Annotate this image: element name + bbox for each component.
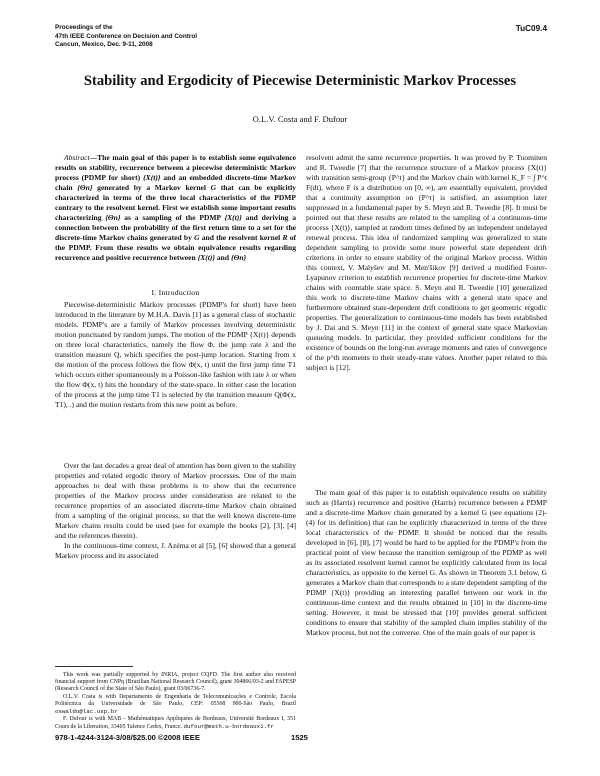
paper-title: Stability and Ergodicity of Piecewise Deterministic Markov Processes <box>83 73 517 89</box>
abstract-part: and an embedded discrete-time Markov chain <box>55 173 296 193</box>
footer-page-number: 1525 <box>291 733 308 742</box>
footnote-funding: This work was partially supported by INRIA, project CQFD. The first author also received financial support from CNPq (Brazilian National Research Council), grant 304866/03-2 and FAPESP (Research Council of the State of São Paulo), grant 03/06736-7. <box>55 672 296 693</box>
math-inline: {Θn} <box>230 253 247 263</box>
abstract-part: and the resolvent kernel <box>199 233 283 243</box>
abstract-part: generated by a Markov kernel <box>92 183 211 193</box>
footnote-author-1-text: O.L.V. Costa is with Departamento de Engenharia de Telecomunicações e Controle, Escola Politécnica da Universidade de São Paulo, CEP: 05508 900-São Paulo, Brazil <box>55 693 296 707</box>
author-1-email-link[interactable]: oswaldo@lac.usp.br <box>55 708 118 716</box>
header-line-1: Proceedings of the <box>55 24 113 31</box>
body-paragraph: Over the last decades a great deal of attention has been given to the stability properties and related ergodic theory of Markov processes. One of the main approaches to deal with these problems is to show that the recurrence properties of the Markov process under consideration are related to the recurrence properties of an associated discrete-time Markov chain obtained from a sampling of the original process, so that the well known discrete-time Markov chains results could be used (see for example the books [2], [3], [4] and the references therein). <box>55 461 296 541</box>
abstract-part: and <box>215 253 231 263</box>
body-paragraph: resolvent admit the same recurrence properties. It was proved by P. Tuominen and R. Tweedie [7] that the recurrence structure of a Markov process {X(t)} with transition semi-group {P^t} and the Markov chain with kernel K_F = ∫ P^t F(dt), where F is a distribution on [0, ∞), are essentially equivalent, provided that a continuity assumption on {P^t} is satisfied, an assumption later suppressed in a fundamental paper by S. Meyn and R. Tweedie [8]. It must be pointed out that these results are related to the sampling of a continuous-time process {X(t)}, sampled at random times defined by an independent undelayed renewal process. This idea of randomized sampling was generalized to state dependent sampling to provide some more powerful state dependent drift criterions in order to ensure stability of the original Markov process. Within this context, V. Malyšev and M. Men'šikov [9] derived a modified Foster-Lyapunov criterion to establish recurrence properties for discrete-time Markov chains with countable state space. S. Meyn and R. Tweedie [10] generalized this work to discrete-time Markov chains with a general state space and furthermore obtained state-dependent drift conditions to get geometric ergodic properties. The generalization to continuous-time models has been established by J. Dai and S. Meyn [11] in the context of general state space Markovian queueing models. In particular, they provided sufficient conditions for the existence of bounds on the long-run average moments and rates of convergence of the p^th moments to their steady-state values. Another paper related to this subject is [12]. <box>306 153 547 373</box>
paper-authors: O.L.V. Costa and F. Dufour <box>252 114 348 124</box>
footnote-author-2 <box>55 716 296 731</box>
math-inline: R <box>282 233 288 243</box>
math-inline: {Θn} <box>77 183 93 193</box>
abstract-part: as a sampling of the PDMP <box>120 213 225 223</box>
math-inline: {X(t)} <box>224 213 242 223</box>
proceedings-header <box>55 24 197 50</box>
footnotes <box>55 672 296 732</box>
body-paragraph: Piecewise-deterministic Markov processes (PDMP's for short) have been introduced in the literature by M.H.A. Davis [1] as a general class of stochastic models. PDMP's are a family of Markov processes involving deterministic motion punctuated by random jumps. The motion of the PDMP {X(t)} depends on three local characteristics, namely the flow Φ, the jump rate λ and the transition measure Q, which specifies the post-jump location. Starting from x the motion of the process follows the flow Φ(x, t) until the first jump time T1 which occurs either spontaneously in a Poisson-like fashion with rate λ or when the flow Φ(x, t) hits the boundary of the state-space. In either case the location of the process at the jump time T1 is selected by the transition measure Q(Φ(x, T1), .) and the motion restarts from this new point as before. <box>55 300 296 410</box>
session-code: TuC09.4 <box>515 24 547 33</box>
footnote-author-1 <box>55 694 296 717</box>
math-inline: {X(t)} <box>197 253 216 263</box>
body-paragraph: In the continuous-time context, J. Azéma et al [5], [6] showed that a general Markov process and its associated <box>55 541 296 561</box>
abstract-part: of the PDMP. From these results we obtain equivalence results regarding recurrence and positive recurrence between <box>55 233 296 263</box>
math-inline: {Θn} <box>105 213 121 223</box>
abstract-dash: — <box>89 153 98 162</box>
abstract-part: The main goal of this paper is to establish some equivalence results on stability, recurrence between a piecewise deterministic Markov process (PDMP for short) <box>55 153 296 183</box>
abstract-part: and deriving a connection between the probability of the first return time to a set for the discrete-time Markov chains generated by <box>55 213 296 243</box>
author-2-email-link[interactable]: dufour@math.u-bordeaux1.fr <box>183 723 274 731</box>
abstract-part: that can be explicitly characterized in terms of the three local characteristics of the PDMP contrary to the resolvent kernel. First we establish some important results characterizing <box>55 183 296 223</box>
header-line-2: 47th IEEE Conference on Decision and Control <box>55 32 198 40</box>
footnote-rule <box>55 666 133 667</box>
right-column-paragraph-2 <box>306 488 547 638</box>
right-column-paragraph-1 <box>306 153 547 373</box>
header-line-3: Cancun, Mexico, Dec. 9-11, 2008 <box>55 41 153 49</box>
body-paragraph: The main goal of this paper is to establish equivalence results on stability such as (Harris) recurrence and positive (Harris) recurrence between a PDMP and a discrete-time Markov chain generated by a kernel G (see equations (2)-(4) for its definition) that can be explicitly characterized in terms of the three local characteristics of the PDMP. It should be noticed that the results developed in [6], [8], [7] would be hard to be applied for the PDMP's from the practical point of view because the transition semigroup of the PDMP as well as its associated resolvent kernel cannot be explicitly calculated from its local characteristics, as opposite to the kernel G. As shown in Theorem 3.1 below, G generates a Markov chain that corresponds to a state dependent sampling of the PDMP {X(t)} providing an interesting parallel between our work in the continuous-time context and the results obtained in [10] in the discrete-time setting. However, it must be stressed that [10] provides general sufficient conditions to ensure that stability of the sampled chain implies stability of the Markov process, but not the converse. One of the main goals of our paper is <box>306 488 547 638</box>
abstract <box>55 153 296 263</box>
intro-paragraph-1 <box>55 300 296 410</box>
math-inline: G <box>210 183 217 193</box>
math-inline: {X(t)} <box>143 173 161 183</box>
math-inline: G <box>194 233 200 243</box>
footnote-author-2-text: F. Dufour is with MAB - Mathématiques Appliquées de Bordeaux, Université Bordeaux I, 351 Cours de la Liberation, 33405 Talence Cedex, France. <box>55 716 296 731</box>
abstract-label: Abstract <box>64 153 90 162</box>
intro-paragraph-2 <box>55 461 296 561</box>
abstract-text <box>55 153 296 263</box>
footer-isbn: 978-1-4244-3124-3/08/$25.00 ©2008 IEEE <box>55 733 200 742</box>
section-heading-introduction: I. Introduction <box>151 288 200 297</box>
